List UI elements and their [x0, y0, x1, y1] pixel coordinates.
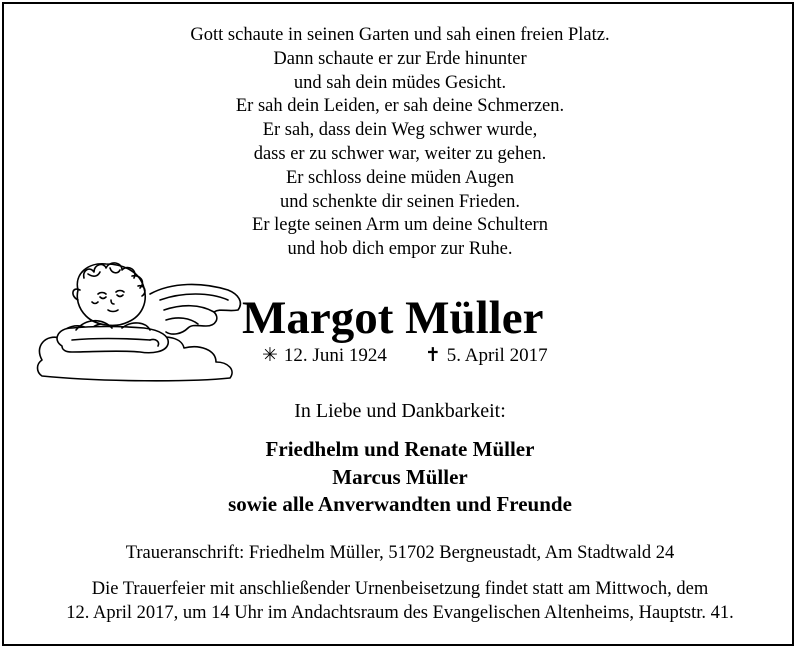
poem-line: Er legte seinen Arm um deine Schultern	[252, 215, 548, 236]
poem-line: Er sah dein Leiden, er sah deine Schmerzen.	[235, 96, 565, 117]
poem-line: und schenkte dir seinen Frieden.	[280, 191, 520, 212]
mourner-line: Friedhelm und Renate Müller	[265, 437, 535, 461]
poem	[4, 24, 796, 262]
birth-star-icon: ✳	[262, 345, 278, 366]
mourner-line: sowie alle Anverwandten und Freunde	[228, 492, 572, 516]
poem-line: Dann schaute er zur Erde hinunter	[273, 48, 527, 69]
life-dates	[262, 344, 548, 368]
cherub-angel-icon	[32, 256, 254, 386]
poem-line: Gott schaute in seinen Garten und sah einen freien Platz.	[190, 25, 610, 45]
poem-line: und sah dein müdes Gesicht.	[293, 72, 507, 93]
deceased-name: Margot Müller	[242, 292, 544, 344]
birth-date: 12. Juni 1924	[283, 345, 387, 366]
ceremony-line: 12. April 2017, um 14 Uhr im Andachtsraum des Evangelischen Altenheims, Hauptstr. 41.	[66, 602, 734, 623]
mourning-address: Traueranschrift: Friedhelm Müller, 51702 Bergneustadt, Am Stadtwald 24	[125, 543, 675, 563]
poem-line: Er schloss deine müden Augen	[285, 167, 515, 188]
death-cross-icon: ✝	[424, 345, 441, 366]
mourners	[4, 436, 796, 519]
poem-line: Er sah, dass dein Weg schwer wurde,	[262, 120, 538, 141]
ceremony-line: Die Trauerfeier mit anschließender Urnenbeisetzung findet statt am Mittwoch, dem	[91, 579, 709, 599]
funeral-ceremony-info	[4, 578, 796, 625]
death-date: 5. April 2017	[446, 345, 548, 366]
dedication: In Liebe und Dankbarkeit:	[294, 400, 506, 422]
poem-line: und hob dich empor zur Ruhe.	[287, 239, 513, 260]
mourner-line: Marcus Müller	[332, 464, 468, 489]
obituary-notice	[2, 2, 794, 646]
poem-line: dass er zu schwer war, weiter zu gehen.	[253, 143, 547, 164]
